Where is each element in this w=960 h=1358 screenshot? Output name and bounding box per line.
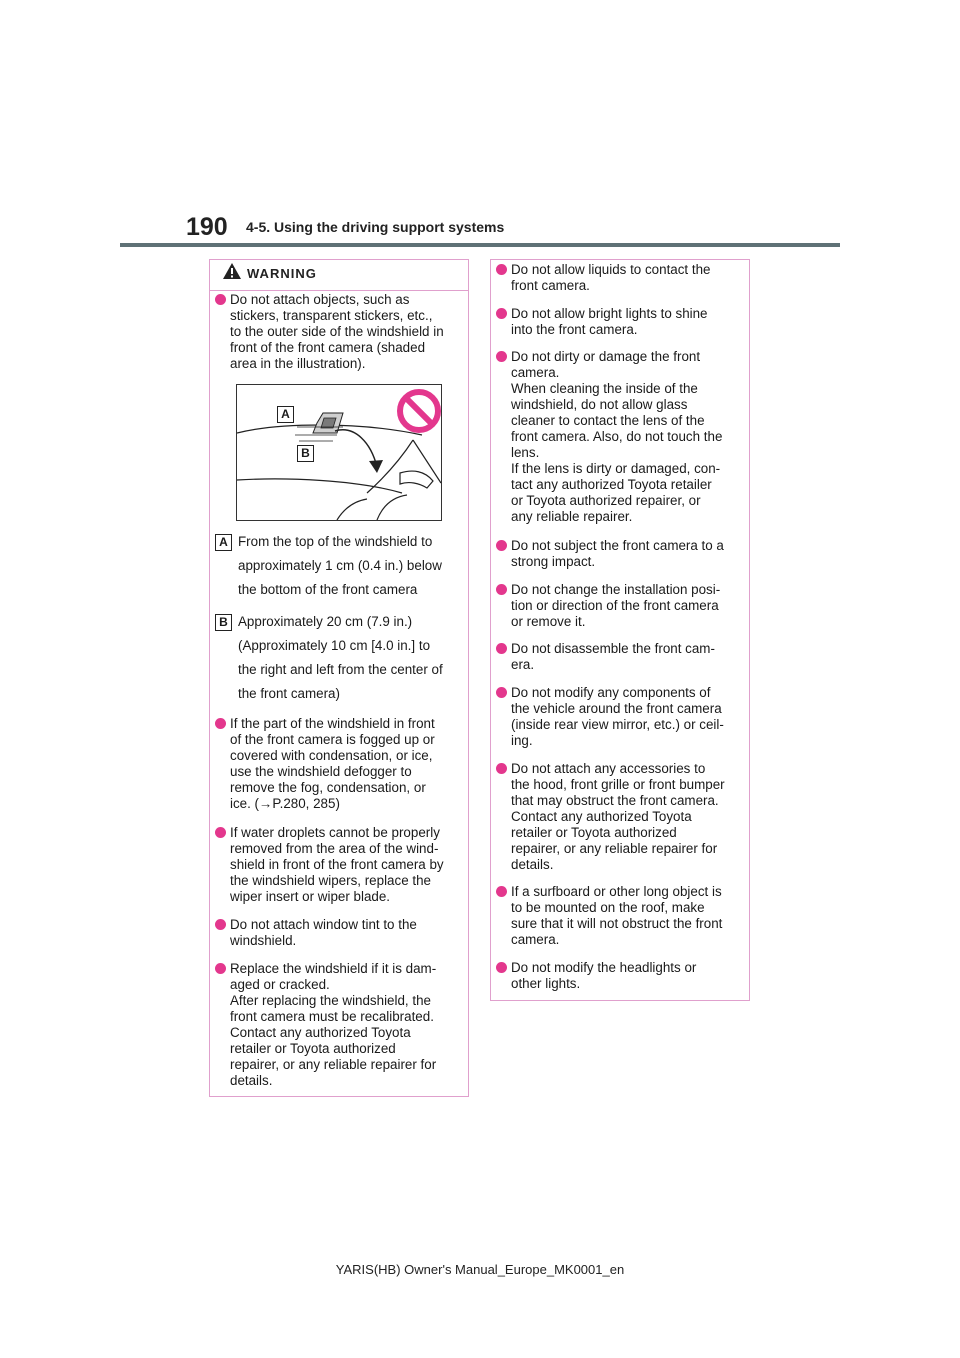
list-item bbox=[496, 685, 746, 749]
windshield-camera-illustration bbox=[236, 384, 442, 521]
list-item-text: Do not change the installation posi- tion or direction of the front camera or remove it. bbox=[511, 582, 721, 629]
list-item-text: Do not allow bright lights to shine into the front camera. bbox=[511, 306, 708, 337]
list-item-text: If the part of the windshield in front of the front camera is fogged up or covered with condensation, or ice, use the windshield defogger to remove the fog, condensation, or ice. (→P.280, 285) bbox=[230, 716, 435, 811]
list-item bbox=[496, 960, 746, 992]
section-title: 4-5. Using the driving support systems bbox=[246, 219, 505, 235]
list-item-text: Do not disassemble the front cam- era. bbox=[511, 641, 715, 672]
list-item-text: Do not subject the front camera to a strong impact. bbox=[511, 538, 724, 569]
bullet-dot-icon bbox=[215, 919, 226, 930]
bullet-dot-icon bbox=[496, 308, 507, 319]
list-item bbox=[496, 641, 746, 673]
list-item-text: Do not dirty or damage the front camera. When cleaning the inside of the windshield, do not allow glass cleaner to contact the lens of the front camera. Also, do not touch the lens. If the lens is dirty or damaged, con- tact any authorized Toyota retailer or Toyota authorized repairer, or any reliable repairer. bbox=[511, 349, 723, 524]
illustration-drawing bbox=[237, 385, 441, 520]
bullet-dot-icon bbox=[215, 294, 226, 305]
legend-label-a: A bbox=[215, 534, 232, 551]
bullet-dot-icon bbox=[215, 827, 226, 838]
list-item bbox=[215, 716, 465, 812]
warning-intro bbox=[215, 292, 465, 372]
bullet-dot-icon bbox=[215, 963, 226, 974]
bullet-dot-icon bbox=[496, 962, 507, 973]
warning-intro-text: Do not attach objects, such as stickers, transparent stickers, etc., to the outer side of the windshield in front of the front camera (shaded area in the illustration). bbox=[230, 292, 444, 371]
list-item-text: Do not attach any accessories to the hood, front grille or front bumper that may obstruct the front camera. Contact any authorized Toyota retailer or Toyota authorized repairer, or any reliable repairer for details. bbox=[511, 761, 725, 872]
list-item-text: Do not allow liquids to contact the front camera. bbox=[511, 262, 711, 293]
bullet-dot-icon bbox=[496, 886, 507, 897]
footer-document-id: YARIS(HB) Owner's Manual_Europe_MK0001_en bbox=[335, 1262, 625, 1277]
list-item bbox=[215, 917, 465, 949]
bullet-dot-icon bbox=[496, 687, 507, 698]
bullet-dot-icon bbox=[496, 264, 507, 275]
legend-text-b: Approximately 20 cm (7.9 in.) (Approximately 10 cm [4.0 in.] to the right and left from the center of the front camera) bbox=[238, 614, 443, 701]
list-item bbox=[496, 306, 746, 338]
warning-triangle-icon bbox=[222, 262, 242, 280]
illustration-label-b: B bbox=[297, 445, 314, 462]
page-number: 190 bbox=[186, 213, 228, 241]
bullet-dot-icon bbox=[215, 718, 226, 729]
list-item-text: Do not modify the headlights or other lights. bbox=[511, 960, 697, 991]
list-item bbox=[215, 961, 465, 1089]
list-item-text: Do not attach window tint to the windshield. bbox=[230, 917, 417, 948]
bullet-dot-icon bbox=[496, 584, 507, 595]
bullet-dot-icon bbox=[496, 763, 507, 774]
list-item bbox=[496, 538, 746, 570]
legend-label-b: B bbox=[215, 614, 232, 631]
bullet-dot-icon bbox=[496, 643, 507, 654]
illustration-label-a: A bbox=[277, 406, 294, 423]
list-item-text: If a surfboard or other long object is to be mounted on the roof, make sure that it will not obstruct the front camera. bbox=[511, 884, 723, 947]
list-item-text: Do not modify any components of the vehicle around the front camera (inside rear view mirror, etc.) or ceil- ing. bbox=[511, 685, 724, 748]
list-item bbox=[496, 761, 746, 873]
list-item-text: If water droplets cannot be properly removed from the area of the wind- shield in front of the front camera by the windshield wipers, replace the wiper insert or wiper blade. bbox=[230, 825, 444, 904]
warning-title: WARNING bbox=[247, 266, 317, 281]
bullet-dot-icon bbox=[496, 540, 507, 551]
list-item bbox=[496, 884, 746, 948]
list-item bbox=[496, 582, 746, 630]
list-item bbox=[496, 349, 746, 525]
list-item bbox=[215, 825, 465, 905]
header-rule bbox=[120, 243, 840, 247]
legend-text-a: From the top of the windshield to approximately 1 cm (0.4 in.) below the bottom of the front camera bbox=[238, 534, 442, 597]
bullet-dot-icon bbox=[496, 351, 507, 362]
list-item-text: Replace the windshield if it is dam- aged or cracked. After replacing the windshield, the front camera must be recalibrated. Contact any authorized Toyota retailer or Toyota authorized repairer, or any reliable repairer for details. bbox=[230, 961, 437, 1088]
list-item bbox=[496, 262, 746, 294]
